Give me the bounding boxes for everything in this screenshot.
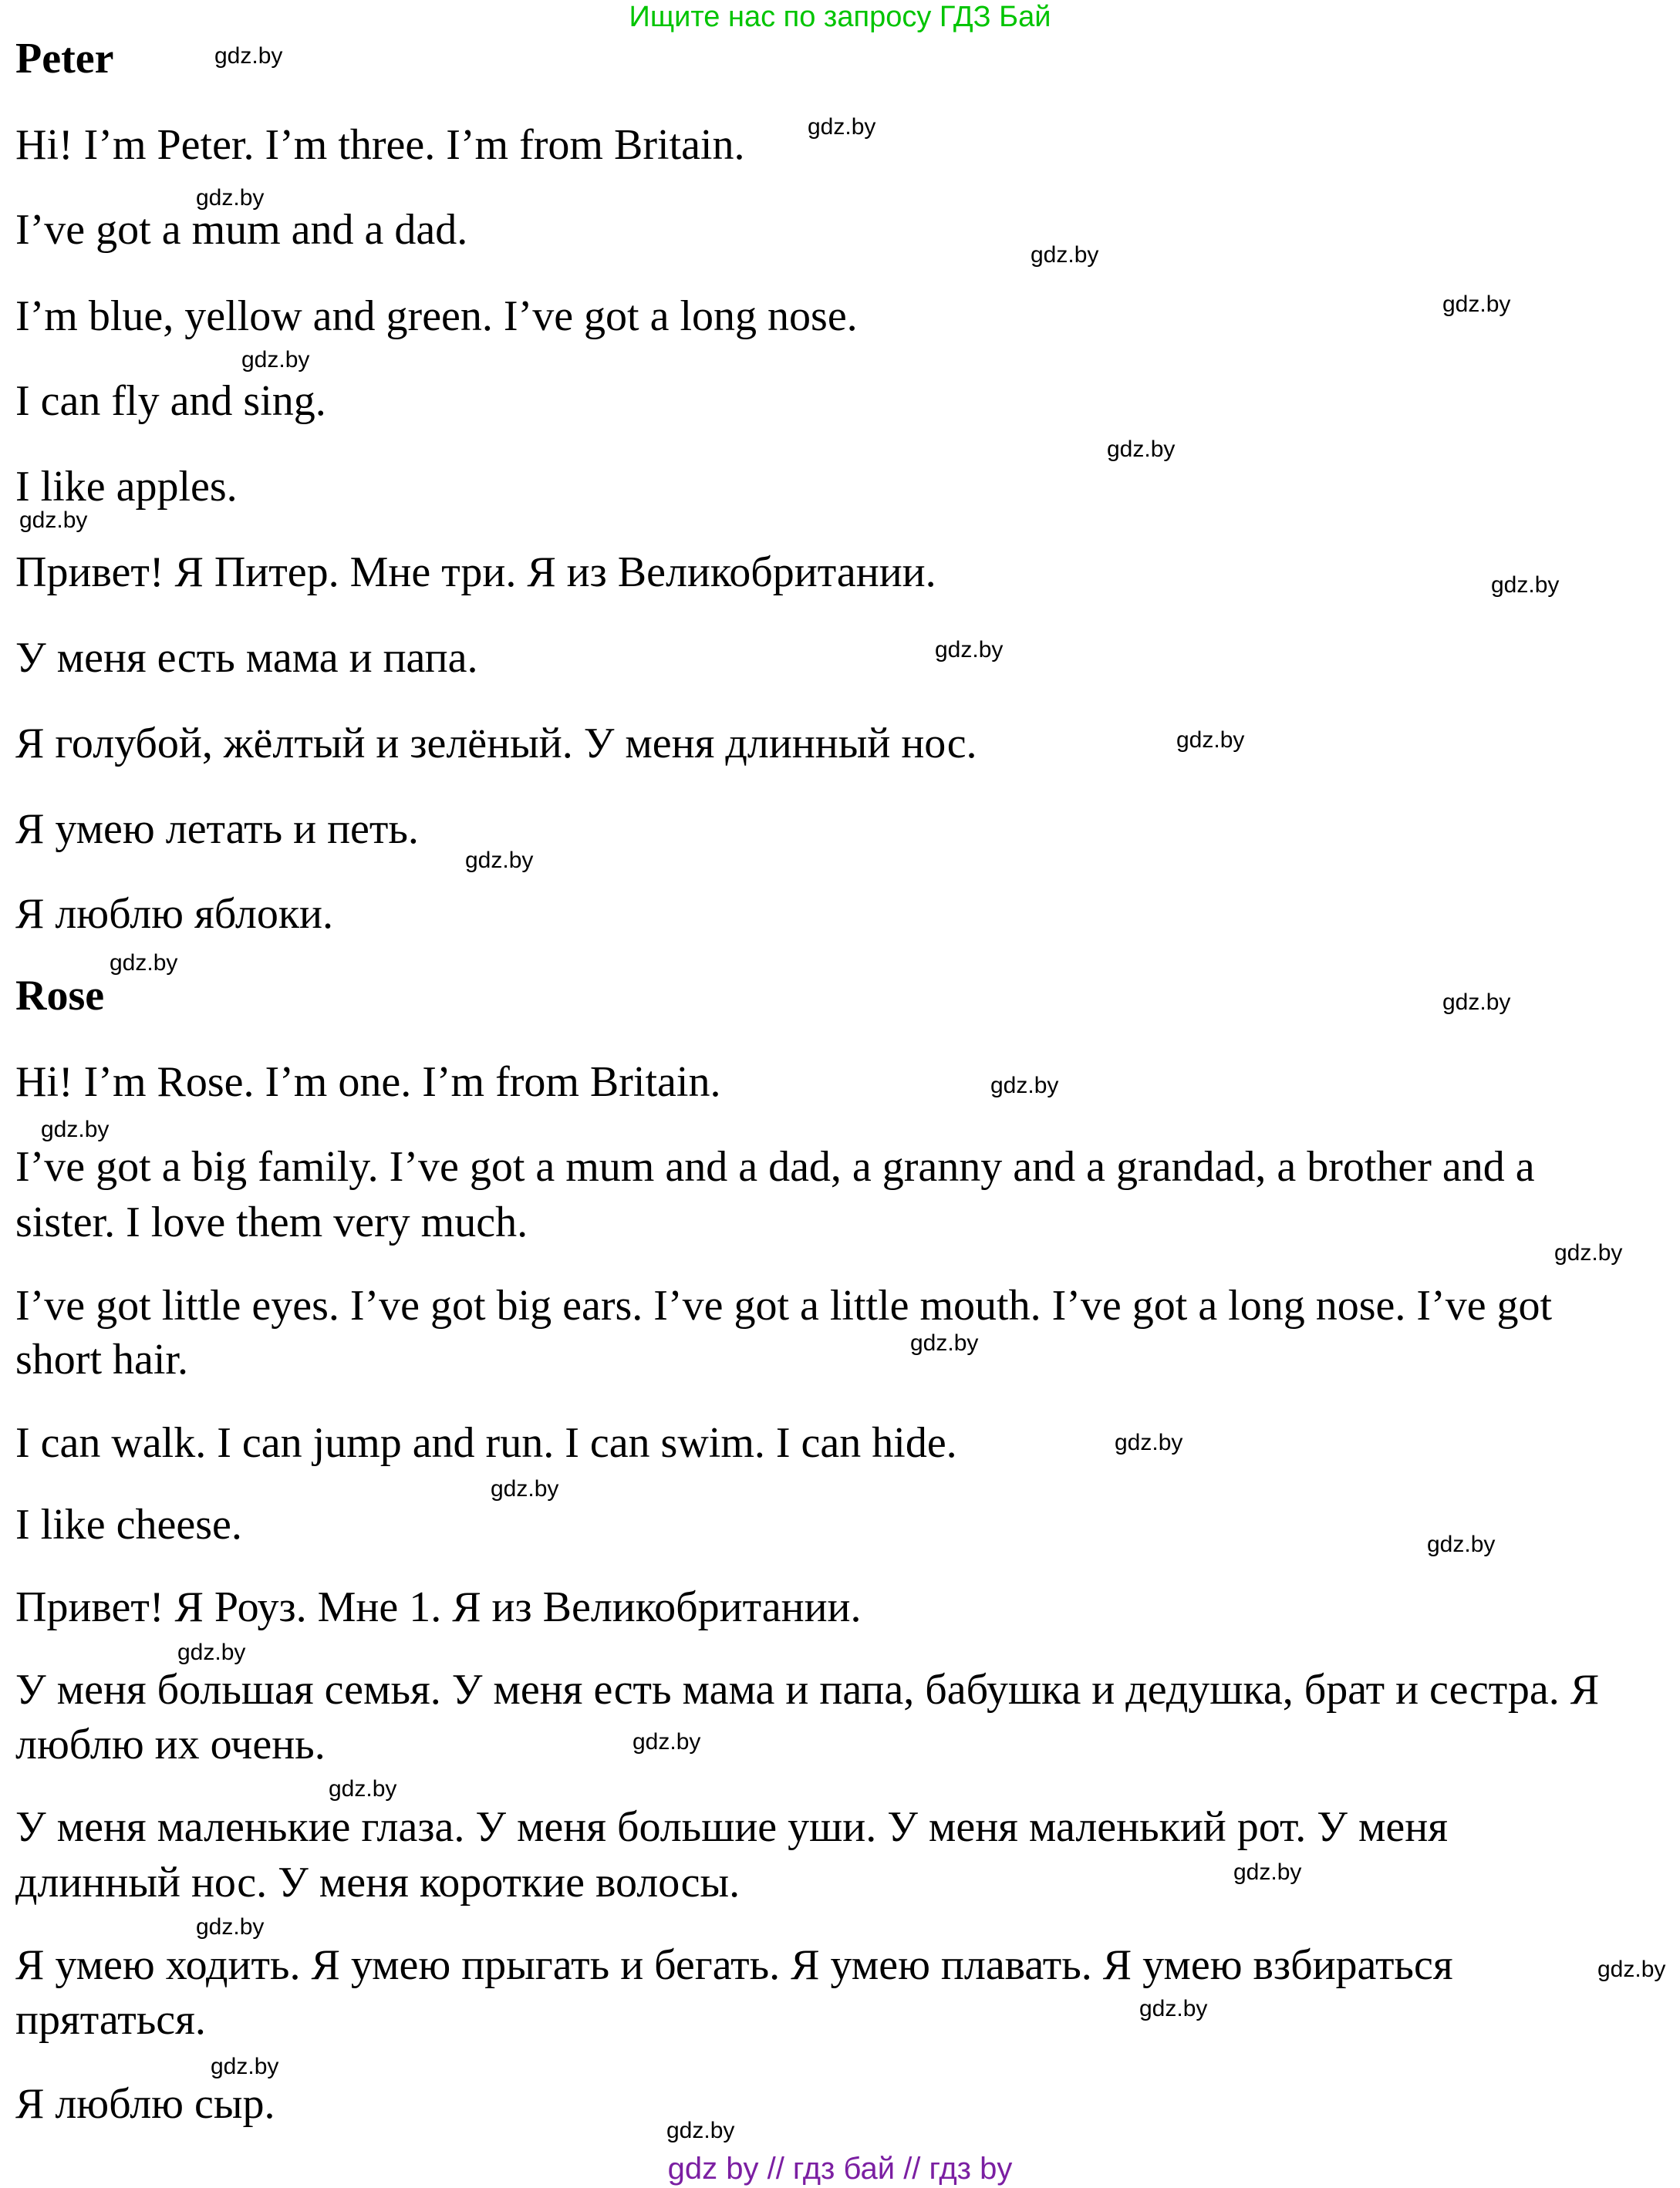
- watermark: gdz.by: [465, 848, 534, 873]
- watermark: gdz.by: [1427, 1532, 1496, 1557]
- rose-en-line-3: sister. I love them very much.: [15, 1199, 528, 1246]
- rose-ru-line-5: длинный нос. У меня короткие волосы.: [15, 1859, 740, 1906]
- watermark: gdz.by: [808, 114, 876, 140]
- watermark: gdz.by: [1107, 437, 1176, 462]
- peter-ru-line-2: У меня есть мама и папа.: [15, 634, 478, 682]
- peter-en-line-5: I like apples.: [15, 463, 238, 511]
- peter-en-line-3: I’m blue, yellow and green. I’ve got a long nose.: [15, 292, 858, 340]
- rose-en-line-1: Hi! I’m Rose. I’m one. I’m from Britain.: [15, 1058, 721, 1106]
- watermark: gdz.by: [19, 507, 88, 533]
- peter-ru-line-5: Я люблю яблоки.: [15, 890, 333, 938]
- watermark: gdz.by: [110, 950, 178, 976]
- rose-ru-line-7: прятаться.: [15, 1996, 206, 2044]
- watermark: gdz.by: [910, 1330, 979, 1356]
- watermark: gdz.by: [196, 185, 265, 211]
- rose-en-line-5: short hair.: [15, 1336, 188, 1384]
- watermark: gdz.by: [1139, 1996, 1208, 2021]
- rose-en-line-6: I can walk. I can jump and run. I can swim. I can hide.: [15, 1419, 957, 1467]
- watermark: gdz.by: [214, 43, 283, 69]
- rose-heading: Rose: [15, 972, 105, 1020]
- footer-links: gdz by // гдз бай // гдз by: [667, 2152, 1013, 2186]
- watermark: gdz.by: [177, 1640, 246, 1665]
- watermark: gdz.by: [1442, 989, 1511, 1015]
- peter-ru-line-3: Я голубой, жёлтый и зелёный. У меня длинный нос.: [15, 720, 977, 767]
- peter-heading: Peter: [15, 35, 114, 83]
- peter-en-line-2: I’ve got a mum and a dad.: [15, 206, 468, 254]
- rose-en-line-2: I’ve got a big family. I’ve got a mum and a dad, a granny and a grandad, a brother and a: [15, 1143, 1535, 1191]
- watermark: gdz.by: [196, 1914, 265, 1940]
- peter-ru-line-4: Я умею летать и петь.: [15, 805, 419, 853]
- rose-ru-line-1: Привет! Я Роуз. Мне 1. Я из Великобритании.: [15, 1583, 862, 1631]
- watermark: gdz.by: [666, 2118, 735, 2143]
- watermark: gdz.by: [241, 347, 310, 373]
- watermark: gdz.by: [41, 1117, 110, 1142]
- rose-en-line-4: I’ve got little eyes. I’ve got big ears. I’ve got a little mouth. I’ve got a long nose. I’ve got: [15, 1282, 1553, 1330]
- rose-ru-line-8: Я люблю сыр.: [15, 2080, 275, 2128]
- watermark: gdz.by: [211, 2054, 279, 2079]
- watermark: gdz.by: [1554, 1240, 1623, 1266]
- watermark: gdz.by: [990, 1073, 1059, 1098]
- watermark: gdz.by: [491, 1476, 559, 1502]
- rose-ru-line-6: Я умею ходить. Я умею прыгать и бегать. Я умею плавать. Я умею взбираться: [15, 1941, 1453, 1989]
- search-banner: Ищите нас по запросу ГДЗ Бай: [629, 1, 1051, 33]
- watermark: gdz.by: [633, 1729, 701, 1755]
- watermark: gdz.by: [1115, 1430, 1183, 1455]
- watermark: gdz.by: [1031, 242, 1099, 268]
- rose-ru-line-2: У меня большая семья. У меня есть мама и папа, бабушка и дедушка, брат и сестра. Я: [15, 1666, 1600, 1714]
- watermark: gdz.by: [1176, 727, 1245, 753]
- rose-en-line-7: I like cheese.: [15, 1501, 242, 1549]
- peter-ru-line-1: Привет! Я Питер. Мне три. Я из Великобритании.: [15, 548, 936, 596]
- watermark: gdz.by: [329, 1776, 397, 1802]
- rose-ru-line-3: люблю их очень.: [15, 1721, 326, 1768]
- watermark: gdz.by: [1597, 1957, 1666, 1982]
- peter-en-line-4: I can fly and sing.: [15, 377, 326, 425]
- watermark: gdz.by: [935, 637, 1004, 662]
- watermark: gdz.by: [1233, 1859, 1302, 1885]
- rose-ru-line-4: У меня маленькие глаза. У меня большие уши. У меня маленький рот. У меня: [15, 1803, 1448, 1851]
- watermark: gdz.by: [1442, 292, 1511, 317]
- watermark: gdz.by: [1491, 572, 1560, 598]
- peter-en-line-1: Hi! I’m Peter. I’m three. I’m from Britain.: [15, 121, 745, 169]
